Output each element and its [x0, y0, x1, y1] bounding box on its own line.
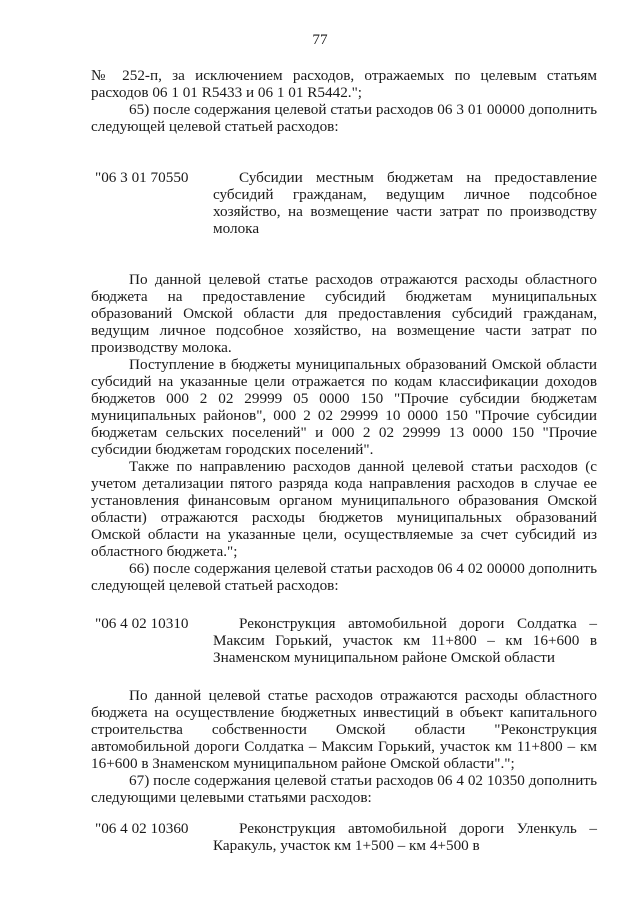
paragraph: 67) после содержания целевой статьи расходов 06 4 02 10350 дополнить следующими целевыми статьями расходов:: [91, 772, 597, 806]
paragraph: Поступление в бюджеты муниципальных образований Омской области субсидий на указанные цели отражается по кодам классификации доходов бюджетов 000 2 02 29999 05 0000 150 "Прочие субсидии бюджетам муниципальных районов", 000 2 02 29999 10 0000 150 "Прочие субсидии бюджетам сельских поселений" и 000 2 02 29999 13 0000 150 "Прочие субсидии бюджетам городских поселений".: [91, 356, 597, 458]
article-code: "06 4 02 10310: [95, 615, 189, 632]
paragraph: По данной целевой статье расходов отражаются расходы областного бюджета на предоставление субсидий бюджетам муниципальных образований Омской области для предоставления субсидий гражданам, ведущим личное подсобное хозяйство, на возмещение части затрат по производству молока.: [91, 271, 597, 356]
paragraph: № 252-п, за исключением расходов, отражаемых по целевым статьям расходов 06 1 01 R5433 и 06 1 01 R5442.";: [91, 67, 597, 101]
budget-article-entry: [91, 820, 597, 854]
paragraph: 66) после содержания целевой статьи расходов 06 4 02 00000 дополнить следующей целевой статьей расходов:: [91, 560, 597, 594]
spacer: [91, 135, 597, 169]
paragraph: 65) после содержания целевой статьи расходов 06 3 01 00000 дополнить следующей целевой статьей расходов:: [91, 101, 597, 135]
article-description: Субсидии местным бюджетам на предоставление субсидий гражданам, ведущим личное подсобное хозяйство, на возмещение части затрат по производству молока: [213, 169, 597, 237]
article-description: Реконструкция автомобильной дороги Солдатка – Максим Горький, участок км 11+800 – км 16+600 в Знаменском муниципальном районе Омской области: [213, 615, 597, 666]
document-body: [91, 67, 597, 854]
spacer: [91, 237, 597, 271]
article-code: "06 3 01 70550: [95, 169, 189, 186]
budget-article-entry: [91, 169, 597, 237]
paragraph: Также по направлению расходов данной целевой статьи расходов (с учетом детализации пятого разряда кода направления расходов в случае ее установления финансовым органом муниципального образования Омской области) отражаются расходы бюджетов муниципальных образований Омской области на указанные цели, осуществляемые за счет субсидий из областного бюджета.";: [91, 458, 597, 560]
spacer: [91, 666, 597, 687]
spacer: [91, 594, 597, 615]
budget-article-entry: [91, 615, 597, 666]
article-code: "06 4 02 10360: [95, 820, 189, 837]
spacer: [91, 806, 597, 820]
article-description: Реконструкция автомобильной дороги Уленкуль – Каракуль, участок км 1+500 – км 4+500 в: [213, 820, 597, 854]
page-number: 77: [312, 31, 328, 48]
paragraph: По данной целевой статье расходов отражаются расходы областного бюджета на осуществление бюджетных инвестиций в объект капитального строительства собственности Омской области "Реконструкция автомобильной дороги Солдатка – Максим Горький, участок км 11+800 – км 16+600 в Знаменском муниципальном районе Омской области".";: [91, 687, 597, 772]
